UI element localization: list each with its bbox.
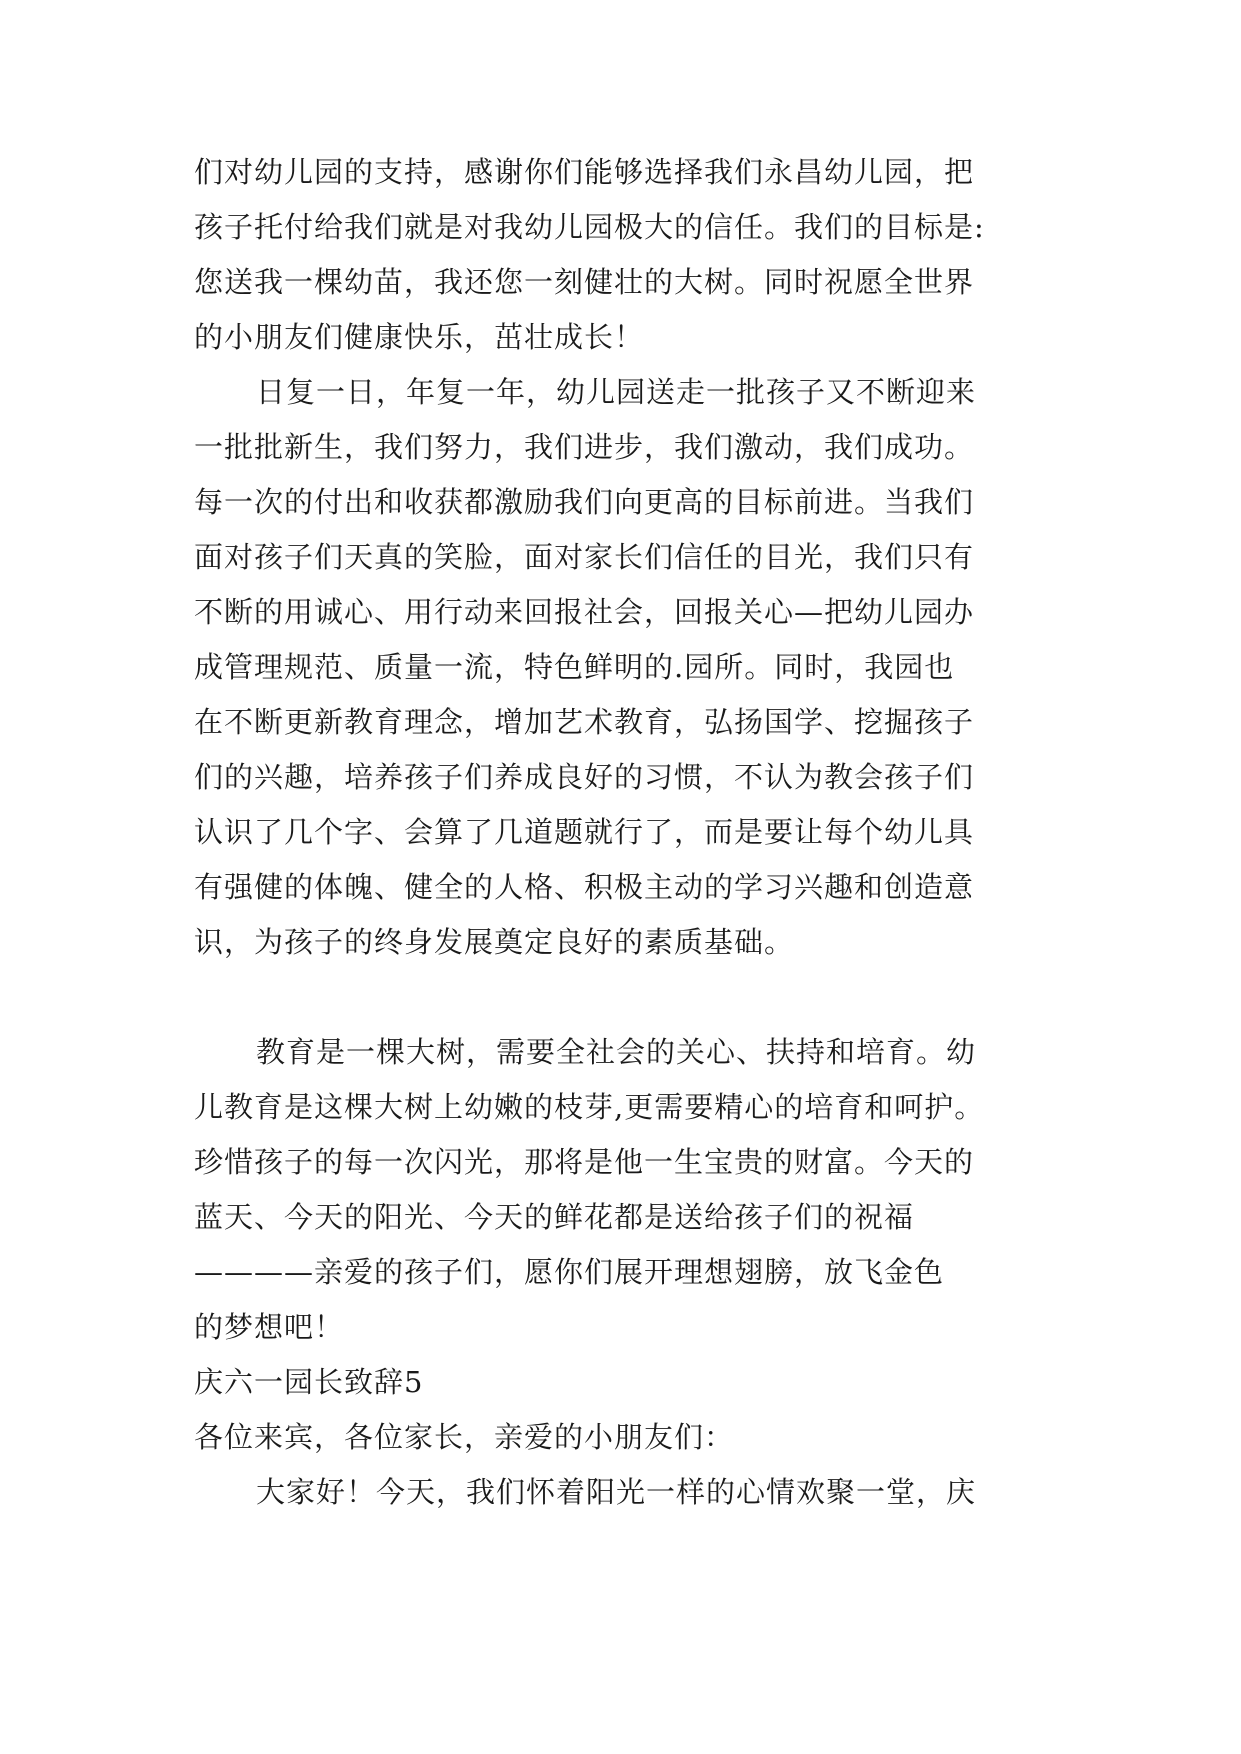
paragraph-line: 认识了几个字、会算了几道题就行了，而是要让每个幼儿具 <box>194 815 975 849</box>
salutation: 各位来宾，各位家长，亲爱的小朋友们： <box>194 1420 735 1454</box>
paragraph-line: 们对幼儿园的支持，感谢你们能够选择我们永昌幼儿园，把 <box>194 155 975 189</box>
paragraph-line: 们的兴趣，培养孩子们养成良好的习惯，不认为教会孩子们 <box>194 760 975 794</box>
section-title: 庆六一园长致辞5 <box>194 1365 424 1399</box>
paragraph-line: 每一次的付出和收获都激励我们向更高的目标前进。当我们 <box>194 485 975 519</box>
paragraph-line: ————亲爱的孩子们，愿你们展开理想翅膀，放飞金色 <box>194 1255 945 1289</box>
paragraph-line: 儿教育是这棵大树上幼嫩的枝芽,更需要精心的培育和呵护。 <box>194 1090 985 1124</box>
paragraph-line: 蓝天、今天的阳光、今天的鲜花都是送给孩子们的祝福 <box>194 1200 915 1234</box>
paragraph-line: 成管理规范、质量一流，特色鲜明的.园所。同时，我园也 <box>194 650 955 684</box>
paragraph-line: 大家好！今天，我们怀着阳光一样的心情欢聚一堂，庆 <box>256 1475 977 1509</box>
paragraph-line: 教育是一棵大树，需要全社会的关心、扶持和培育。幼 <box>256 1035 977 1069</box>
paragraph-line: 的梦想吧！ <box>194 1310 345 1344</box>
paragraph-line: 珍惜孩子的每一次闪光，那将是他一生宝贵的财富。今天的 <box>194 1145 975 1179</box>
paragraph-line: 您送我一棵幼苗，我还您一刻健壮的大树。同时祝愿全世界 <box>194 265 975 299</box>
paragraph-line: 日复一日，年复一年，幼儿园送走一批孩子又不断迎来 <box>256 375 977 409</box>
paragraph-line: 在不断更新教育理念，增加艺术教育，弘扬国学、挖掘孩子 <box>194 705 975 739</box>
paragraph-line: 孩子托付给我们就是对我幼儿园极大的信任。我们的目标是: <box>194 210 985 244</box>
paragraph-line: 面对孩子们天真的笑脸，面对家长们信任的目光，我们只有 <box>194 540 975 574</box>
paragraph-line: 不断的用诚心、用行动来回报社会，回报关心—把幼儿园办 <box>194 595 975 629</box>
paragraph-line: 识，为孩子的终身发展奠定良好的素质基础。 <box>194 925 795 959</box>
paragraph-line: 有强健的体魄、健全的人格、积极主动的学习兴趣和创造意 <box>194 870 975 904</box>
paragraph-line: 的小朋友们健康快乐，茁壮成长！ <box>194 320 645 354</box>
paragraph-line: 一批批新生，我们努力，我们进步，我们激动，我们成功。 <box>194 430 975 464</box>
